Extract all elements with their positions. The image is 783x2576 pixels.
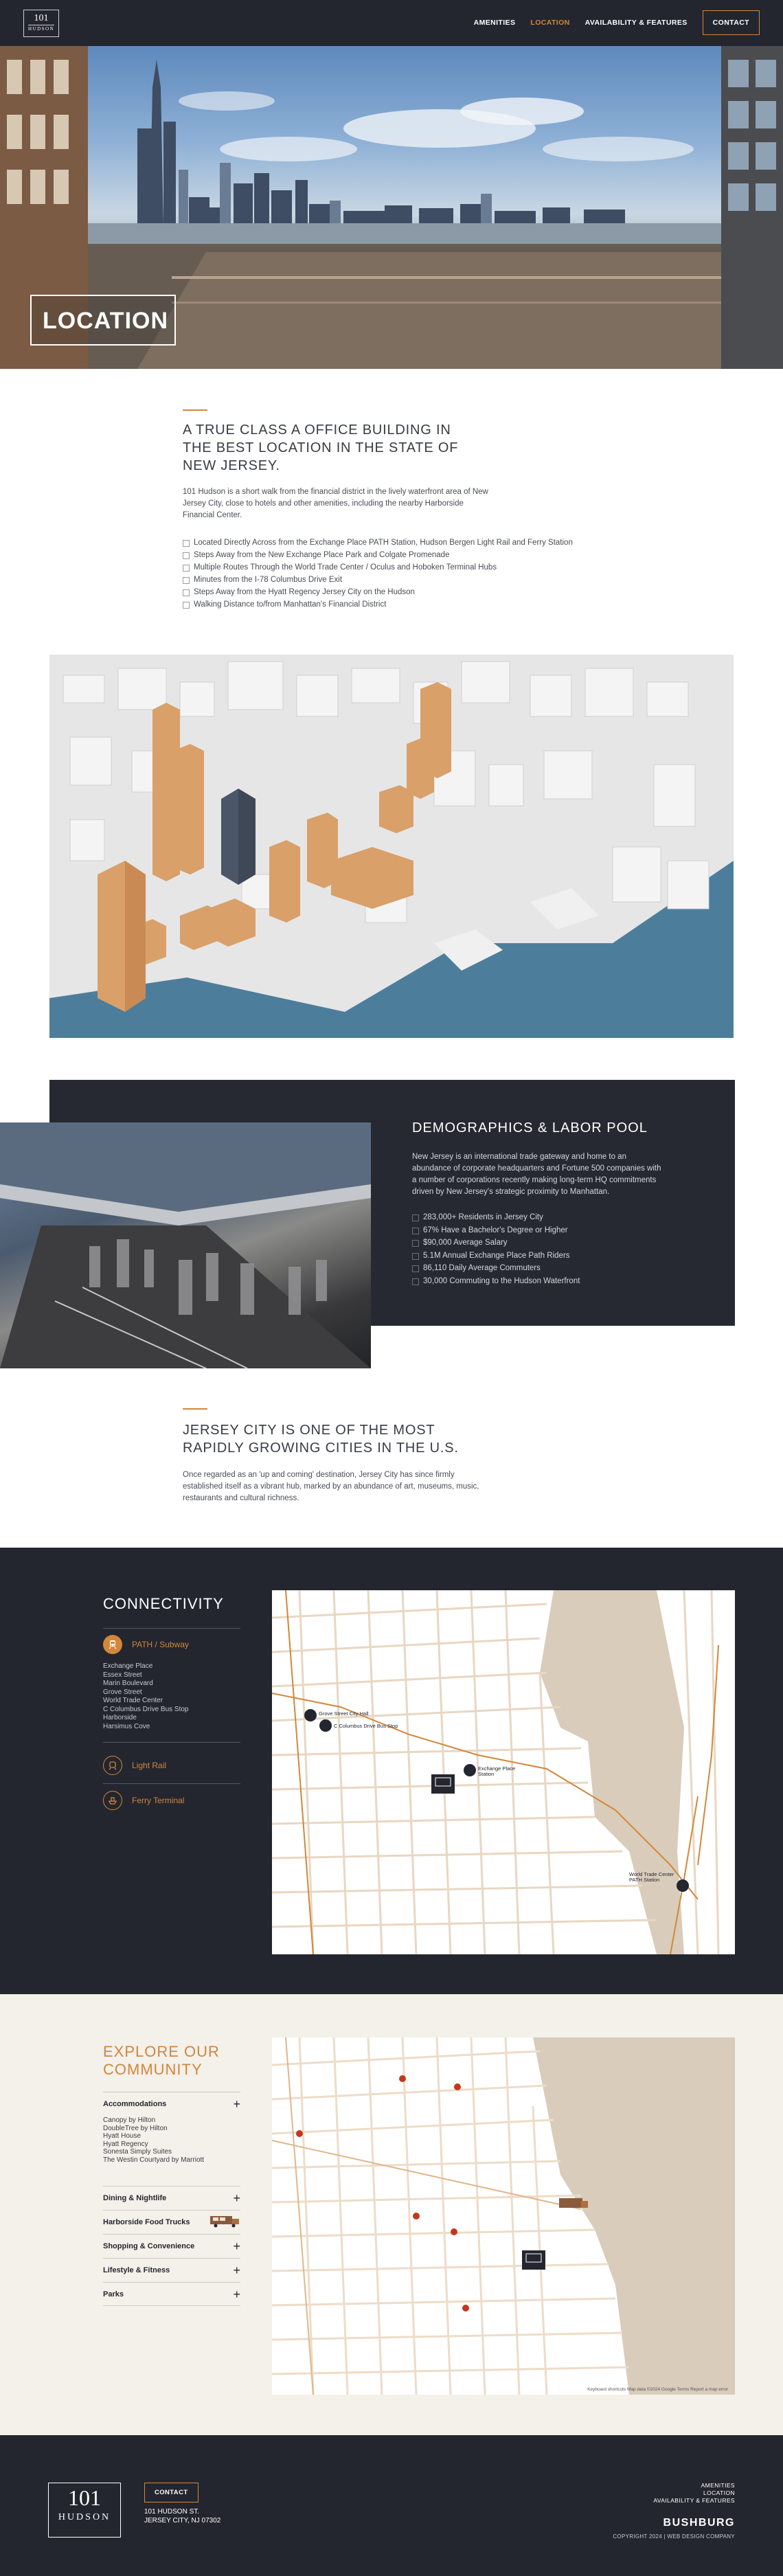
list-item: Marin Boulevard xyxy=(103,1680,153,1687)
commuter-photo xyxy=(0,1122,371,1368)
growth-heading-line: JERSEY CITY IS ONE OF THE MOST xyxy=(183,1423,435,1438)
footer-link-amenities[interactable]: AMENITIES xyxy=(701,2482,735,2489)
connectivity-label: PATH / Subway xyxy=(132,1640,189,1649)
accommodations-list xyxy=(103,2116,204,2164)
intro-paragraph-line: 101 Hudson is a short walk from the financial district in the lively waterfront area of New xyxy=(183,488,488,496)
accordion-dining-nightlife[interactable] xyxy=(103,2186,240,2210)
accordion-harborside-food-trucks[interactable] xyxy=(103,2210,240,2234)
footer-links xyxy=(653,2482,735,2505)
hero-image xyxy=(0,46,783,369)
page-title: LOCATION xyxy=(43,308,169,334)
list-item: Located Directly Across from the Exchange Place PATH Station, Hudson Bergen Light Rail and Ferry Station xyxy=(183,536,573,549)
community-map-illustration xyxy=(272,2037,735,2395)
list-item: 67% Have a Bachelor's Degree or Higher xyxy=(412,1224,580,1237)
divider xyxy=(103,1628,240,1629)
footer-logo[interactable] xyxy=(48,2483,121,2538)
intro-bullet-list xyxy=(183,536,573,611)
map-label-wtc: World Trade Center PATH Station xyxy=(629,1871,674,1883)
list-item: Hyatt House xyxy=(103,2132,141,2140)
accordion-accommodations[interactable] xyxy=(103,2092,240,2116)
map-label-grove: Grove Street City Hall xyxy=(319,1710,369,1717)
light-rail-icon xyxy=(103,1756,122,1775)
site-header xyxy=(0,0,783,46)
3d-map-illustration xyxy=(49,655,734,1038)
main-nav xyxy=(459,10,760,35)
footer-logo-word: HUDSON xyxy=(58,2512,111,2522)
nav-amenities[interactable]: AMENITIES xyxy=(473,19,516,27)
list-item: Minutes from the I-78 Columbus Drive Exit xyxy=(183,574,573,586)
plus-icon: + xyxy=(233,2239,240,2253)
demographics-paragraph-line: New Jersey is an international trade gateway and home to an xyxy=(412,1153,626,1161)
logo[interactable] xyxy=(23,10,59,37)
logo-word: HUDSON xyxy=(28,26,55,32)
community-map[interactable] xyxy=(272,2037,735,2395)
list-item: Walking Distance to/from Manhattan's Financial District xyxy=(183,598,573,611)
list-item: Steps Away from the New Exchange Place Park and Colgate Promenade xyxy=(183,549,573,561)
list-item: C Columbus Drive Bus Stop xyxy=(103,1705,189,1713)
list-item: Sonesta Simply Suites xyxy=(103,2148,172,2156)
subway-icon xyxy=(103,1635,122,1654)
accent-rule xyxy=(183,409,207,411)
connectivity-title: CONNECTIVITY xyxy=(103,1595,224,1612)
growth-paragraph-line: Once regarded as an 'up and coming' destination, Jersey City has since firmly xyxy=(183,1471,455,1479)
intro-paragraph-line: Financial Center. xyxy=(183,511,242,519)
list-item: Harsimus Cove xyxy=(103,1722,150,1730)
intro-heading xyxy=(183,421,512,475)
divider xyxy=(103,1783,240,1784)
food-truck-icon xyxy=(209,2214,240,2231)
accordion-shopping-convenience[interactable] xyxy=(103,2234,240,2258)
explore-title-line: EXPLORE OUR xyxy=(103,2043,220,2060)
ferry-icon xyxy=(103,1791,122,1810)
accordion-label: Shopping & Convenience xyxy=(103,2242,195,2250)
intro-paragraph-line: Jersey City, close to hotels and other amenities, including the nearby Harborside xyxy=(183,499,464,508)
list-item: The Westin Courtyard by Marriott xyxy=(103,2156,205,2164)
list-item: DoubleTree by Hilton xyxy=(103,2124,168,2132)
footer-address-line: 101 HUDSON ST. xyxy=(144,2508,200,2516)
intro-paragraph xyxy=(183,486,540,521)
list-item: Canopy by Hilton xyxy=(103,2116,156,2124)
list-item: 86,110 Daily Average Commuters xyxy=(412,1262,580,1275)
path-stops-list xyxy=(103,1662,189,1731)
explore-title xyxy=(103,2043,220,2079)
list-item: 5.1M Annual Exchange Place Path Riders xyxy=(412,1250,580,1263)
footer-address xyxy=(144,2507,220,2525)
footer-link-availability[interactable]: AVAILABILITY & FEATURES xyxy=(653,2497,735,2504)
accordion-label: Harborside Food Trucks xyxy=(103,2218,190,2226)
connectivity-ferry-terminal[interactable] xyxy=(103,1791,184,1810)
accordion-label: Accommodations xyxy=(103,2100,167,2108)
footer-link-location[interactable]: LOCATION xyxy=(703,2489,735,2496)
contact-button[interactable]: CONTACT xyxy=(703,10,760,35)
map-attribution: Keyboard shortcuts Map data ©2024 Google Terms Report a map error xyxy=(587,2387,728,2392)
intro-heading-line: NEW JERSEY. xyxy=(183,458,280,473)
demographics-title: DEMOGRAPHICS & LABOR POOL xyxy=(412,1120,648,1136)
connectivity-light-rail[interactable] xyxy=(103,1756,166,1775)
demographics-paragraph-line: abundance of corporate headquarters and Fortune 500 companies with xyxy=(412,1164,661,1173)
footer-logo-number: 101 xyxy=(68,2485,101,2510)
list-item: Multiple Routes Through the World Trade Center / Oculus and Hoboken Terminal Hubs xyxy=(183,561,573,574)
growth-paragraph xyxy=(183,1469,540,1504)
map-label-columbus: C Columbus Drive Bus Stop xyxy=(334,1723,398,1729)
accent-rule xyxy=(183,1408,207,1410)
accordion-label: Lifestyle & Fitness xyxy=(103,2266,170,2274)
list-item: Harborside xyxy=(103,1714,137,1721)
accordion-label: Dining & Nightlife xyxy=(103,2194,167,2202)
nav-location[interactable]: LOCATION xyxy=(530,19,570,27)
accordion-parks[interactable] xyxy=(103,2282,240,2306)
intro-heading-line: THE BEST LOCATION IN THE STATE OF xyxy=(183,440,459,455)
hero-title-box xyxy=(30,295,176,346)
footer-contact-button[interactable]: CONTACT xyxy=(144,2483,198,2502)
list-item: Hyatt Regency xyxy=(103,2140,148,2148)
accordion-label: Parks xyxy=(103,2290,124,2298)
connectivity-label: Ferry Terminal xyxy=(132,1796,185,1805)
accordion-lifestyle-fitness[interactable] xyxy=(103,2258,240,2282)
map-label-exchange: Exchange Place Station xyxy=(478,1765,516,1777)
demographics-paragraph-line: driven by New Jersey's strategic proximity to Manhattan. xyxy=(412,1188,610,1196)
growth-paragraph-line: restaurants and cultural richness. xyxy=(183,1494,299,1502)
commuter-illustration xyxy=(0,1122,371,1368)
nav-availability-features[interactable]: AVAILABILITY & FEATURES xyxy=(585,19,688,27)
growth-paragraph-line: established itself as a vibrant hub, marked by an abundance of art, museums, music, xyxy=(183,1482,479,1491)
list-item: World Trade Center xyxy=(103,1697,163,1704)
transit-map[interactable] xyxy=(272,1590,735,1954)
explore-title-line: COMMUNITY xyxy=(103,2061,203,2078)
demographics-paragraph-line: a number of corporations recently making long-term HQ commitments xyxy=(412,1176,657,1184)
list-item: 30,000 Commuting to the Hudson Waterfront xyxy=(412,1275,580,1288)
demographics-paragraph xyxy=(412,1151,694,1198)
3d-district-map xyxy=(49,655,734,1038)
growth-heading-line: RAPIDLY GROWING CITIES IN THE U.S. xyxy=(183,1440,459,1456)
list-item: $90,000 Average Salary xyxy=(412,1236,580,1250)
intro-heading-line: A TRUE CLASS A OFFICE BUILDING IN xyxy=(183,422,451,438)
connectivity-path-subway[interactable] xyxy=(103,1635,189,1654)
footer-address-line: JERSEY CITY, NJ 07302 xyxy=(144,2517,221,2524)
list-item: Essex Street xyxy=(103,1671,142,1679)
footer-brand[interactable]: BUSHBURG xyxy=(663,2517,735,2529)
list-item: 283,000+ Residents in Jersey City xyxy=(412,1211,580,1224)
growth-heading xyxy=(183,1421,540,1457)
plus-icon: + xyxy=(233,2263,240,2277)
demographics-stats-list xyxy=(412,1211,580,1287)
logo-number: 101 xyxy=(34,13,49,23)
list-item: Steps Away from the Hyatt Regency Jersey City on the Hudson xyxy=(183,586,573,598)
plus-icon: + xyxy=(233,2287,240,2301)
footer-copyright: COPYRIGHT 2024 | WEB DESIGN COMPANY xyxy=(613,2533,735,2540)
plus-icon: + xyxy=(233,2191,240,2205)
connectivity-label: Light Rail xyxy=(132,1761,167,1770)
list-item: Grove Street xyxy=(103,1688,142,1696)
divider xyxy=(103,1742,240,1743)
plus-icon: + xyxy=(233,2097,240,2111)
list-item: Exchange Place xyxy=(103,1662,153,1670)
